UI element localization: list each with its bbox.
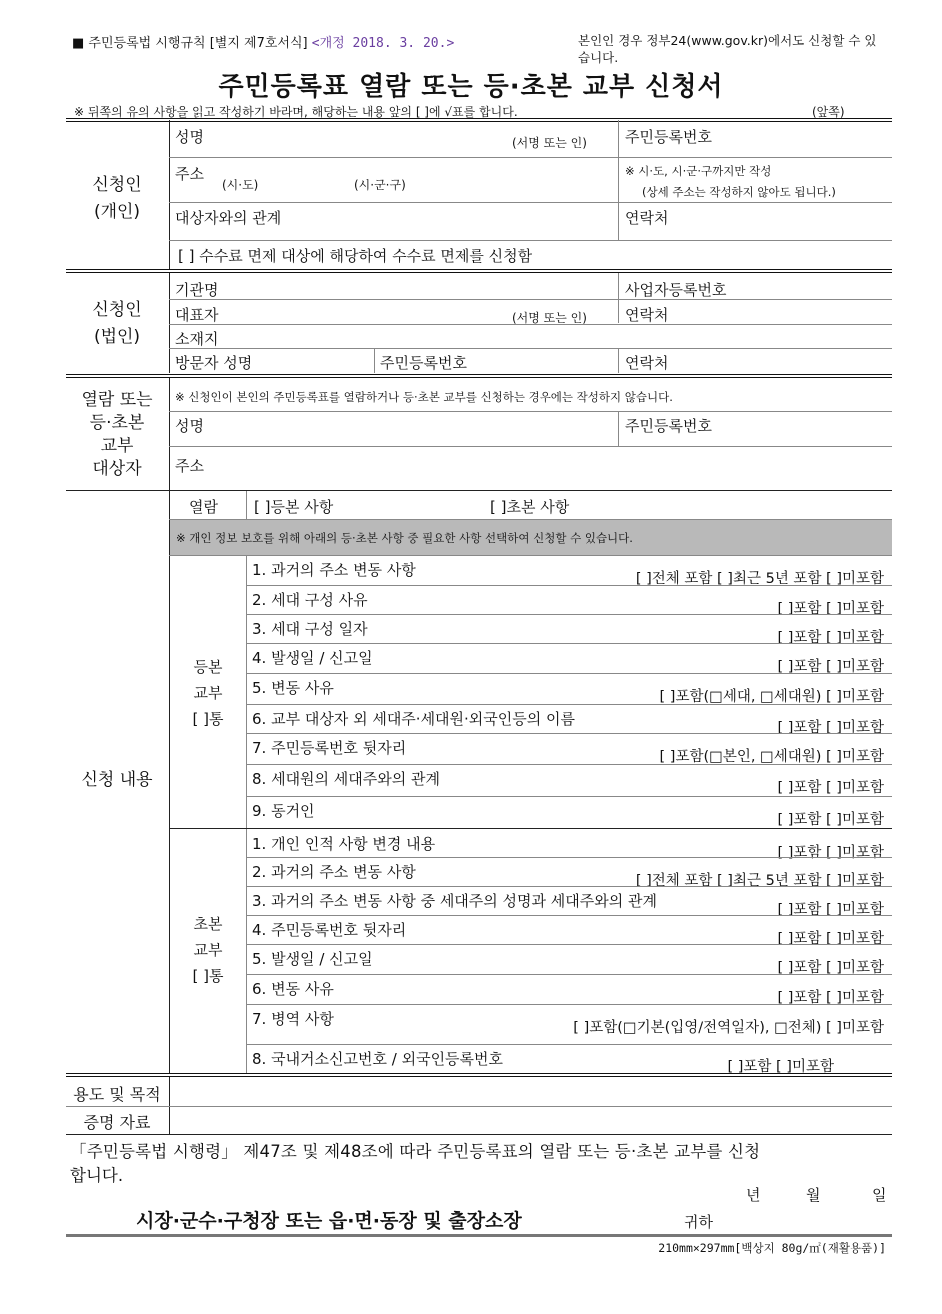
- individual-rrn-label: 주민등록번호: [625, 128, 712, 146]
- chobon-item-options[interactable]: [ ]전체 포함 [ ]최근 5년 포함 [ ]미포함: [635, 873, 884, 889]
- deungbon-item-label: 3. 세대 구성 일자: [252, 620, 368, 638]
- target-address-label: 주소: [175, 457, 204, 475]
- deungbon-item-label: 1. 과거의 주소 변동 사항: [252, 561, 416, 579]
- deungbon-item-options[interactable]: [ ]포함 [ ]미포함: [777, 630, 884, 646]
- deungbon-item-label: 8. 세대원의 세대주와의 관계: [252, 770, 441, 788]
- target-note: ※ 신청인이 본인의 주민등록표를 열람하거나 등·초본 교부를 신청하는 경우에는 작성하지 않습니다.: [175, 390, 673, 404]
- corporate-label-2: (법인): [93, 327, 141, 347]
- chobon-item-options[interactable]: [ ]포함 [ ]미포함: [777, 960, 884, 976]
- address-note-1: ※ 시·도, 시·군·구까지만 작성: [625, 164, 772, 178]
- corporate-sign: (서명 또는 인): [512, 311, 587, 325]
- chobon-item-label: 6. 변동 사유: [252, 980, 334, 998]
- individual-city: (시·군·구): [354, 178, 406, 192]
- chobon-item-options[interactable]: [ ]포함 [ ]미포함: [777, 990, 884, 1006]
- individual-sign: (서명 또는 인): [512, 136, 587, 150]
- individual-label-2: (개인): [93, 202, 141, 222]
- target-label-2: 등·초본: [89, 413, 145, 433]
- chobon-item-options[interactable]: [ ]포함 [ ]미포함: [777, 931, 884, 947]
- deungbon-issue-label: [170, 654, 246, 732]
- chobon-item-label: 2. 과거의 주소 변동 사항: [252, 863, 416, 881]
- chobon-label-2: 교부: [193, 941, 223, 959]
- chobon-item-label: 8. 국내거소신고번호 / 외국인등록번호: [252, 1050, 504, 1068]
- law-ref-text: ■ 주민등록법 시행규칙 [별지 제7호서식]: [72, 36, 308, 51]
- visitor-contact-label: 연락처: [625, 354, 669, 372]
- paper-spec: 210mm×297mm[백상지 80g/㎡(재활용품)]: [658, 1241, 886, 1255]
- view-label: 열람: [189, 498, 218, 516]
- deungbon-item-label: 7. 주민등록번호 뒷자리: [252, 739, 407, 757]
- deungbon-item-options[interactable]: [ ]포함(□본인, □세대원) [ ]미포함: [659, 749, 884, 765]
- chobon-copies-input[interactable]: [ ]통: [192, 967, 224, 985]
- deungbon-item-options[interactable]: [ ]포함(□세대, □세대원) [ ]미포함: [659, 689, 884, 705]
- deungbon-item-options[interactable]: [ ]포함 [ ]미포함: [777, 601, 884, 617]
- target-rrn-label: 주민등록번호: [625, 417, 712, 435]
- chobon-issue-label: [170, 911, 246, 989]
- individual-label: [66, 172, 168, 226]
- deungbon-label-1: 등본: [193, 658, 223, 676]
- individual-label-1: 신청인: [92, 175, 142, 195]
- address-note-2: (상세 주소는 작성하지 않아도 됩니다.): [642, 185, 836, 199]
- revision-date: <개정 2018. 3. 20.>: [311, 36, 455, 51]
- deungbon-item-label: 5. 변동 사유: [252, 679, 334, 697]
- chobon-item-options[interactable]: [ ]포함 [ ]미포함: [777, 845, 884, 861]
- evidence-label: 증명 자료: [83, 1113, 151, 1132]
- gov-note: 본인인 경우 정부24(www.gov.kr)에서도 신청할 수 있습니다.: [578, 33, 877, 65]
- individual-address-label: 주소: [175, 165, 204, 183]
- chobon-item-options[interactable]: [ ]포함 [ ]미포함: [727, 1059, 834, 1075]
- form-notice: ※ 뒤쪽의 유의 사항을 읽고 작성하기 바라며, 해당하는 내용 앞의 [ ]에 √표를 합니다.: [74, 105, 518, 119]
- corporate-contact-label: 연락처: [625, 306, 669, 324]
- date-year: 년: [746, 1186, 761, 1204]
- addressee: 시장·군수·구청장 또는 읍·면·동장 및 출장소장: [136, 1210, 522, 1232]
- honorific: 귀하: [684, 1213, 713, 1231]
- target-label-3: 교부: [100, 436, 134, 456]
- deungbon-item-label: 6. 교부 대상자 외 세대주·세대원·외국인등의 이름: [252, 710, 575, 728]
- fee-exempt-checkbox[interactable]: [ ] 수수료 면제 대상에 해당하여 수수료 면제를 신청함: [178, 247, 533, 265]
- content-label: 신청 내용: [81, 770, 153, 790]
- target-label: [66, 389, 168, 481]
- individual-province: (시·도): [222, 178, 259, 192]
- deungbon-item-options[interactable]: [ ]전체 포함 [ ]최근 5년 포함 [ ]미포함: [635, 571, 884, 587]
- purpose-label: 용도 및 목적: [73, 1085, 161, 1104]
- top-border: [66, 118, 892, 122]
- deungbon-item-label: 2. 세대 구성 사유: [252, 591, 368, 609]
- chobon-item-options[interactable]: [ ]포함(□기본(입영/전역일자), □전체) [ ]미포함: [573, 1020, 884, 1036]
- target-label-4: 대상자: [92, 459, 142, 479]
- statement-line-1: 「주민등록법 시행령」 제47조 및 제48조에 따라 주민등록표의 열람 또는 등·초본 교부를 신청: [70, 1142, 761, 1161]
- target-label-1: 열람 또는: [81, 390, 153, 410]
- representative-label: 대표자: [175, 306, 219, 324]
- form-title: 주민등록표 열람 또는 등·초본 교부 신청서: [218, 72, 724, 102]
- chobon-item-label: 4. 주민등록번호 뒷자리: [252, 921, 407, 939]
- target-name-label: 성명: [175, 417, 204, 435]
- deungbon-copies-input[interactable]: [ ]통: [192, 710, 224, 728]
- deungbon-item-options[interactable]: [ ]포함 [ ]미포함: [777, 659, 884, 675]
- visitor-rrn-label: 주민등록번호: [380, 354, 467, 372]
- biz-no-label: 사업자등록번호: [625, 281, 727, 299]
- org-name-label: 기관명: [175, 281, 219, 299]
- chobon-item-options[interactable]: [ ]포함 [ ]미포함: [777, 902, 884, 918]
- corporate-label: [66, 297, 168, 351]
- deungbon-item-options[interactable]: [ ]포함 [ ]미포함: [777, 780, 884, 796]
- view-deungbon-checkbox[interactable]: [ ]등본 사항: [254, 498, 334, 516]
- individual-relation-label: 대상자와의 관계: [175, 209, 282, 227]
- chobon-item-label: 3. 과거의 주소 변동 사항 중 세대주의 성명과 세대주와의 관계: [252, 892, 657, 910]
- statement-line-2: 합니다.: [70, 1166, 124, 1185]
- chobon-item-label: 7. 병역 사항: [252, 1010, 334, 1028]
- privacy-note: ※ 개인 정보 보호를 위해 아래의 등·초본 사항 중 필요한 사항 선택하여 신청할 수 있습니다.: [176, 531, 633, 545]
- date-month: 월: [806, 1186, 821, 1204]
- individual-contact-label: 연락처: [625, 209, 669, 227]
- chobon-item-label: 5. 발생일 / 신고일: [252, 950, 373, 968]
- date-day: 일: [872, 1186, 887, 1204]
- visitor-name-label: 방문자 성명: [175, 354, 253, 372]
- deungbon-item-options[interactable]: [ ]포함 [ ]미포함: [777, 720, 884, 736]
- chobon-item-label: 1. 개인 인적 사항 변경 내용: [252, 835, 436, 853]
- bottom-border: [66, 1234, 892, 1237]
- deungbon-item-label: 4. 발생일 / 신고일: [252, 649, 373, 667]
- corporate-label-1: 신청인: [92, 300, 142, 320]
- page-side: (앞쪽): [812, 105, 845, 119]
- location-label: 소재지: [175, 330, 219, 348]
- deungbon-item-label: 9. 동거인: [252, 802, 315, 820]
- law-reference: [72, 32, 454, 51]
- view-chobon-checkbox[interactable]: [ ]초본 사항: [490, 498, 570, 516]
- deungbon-item-options[interactable]: [ ]포함 [ ]미포함: [777, 812, 884, 828]
- individual-name-label: 성명: [175, 128, 204, 146]
- chobon-label-1: 초본: [193, 915, 223, 933]
- deungbon-label-2: 교부: [193, 684, 223, 702]
